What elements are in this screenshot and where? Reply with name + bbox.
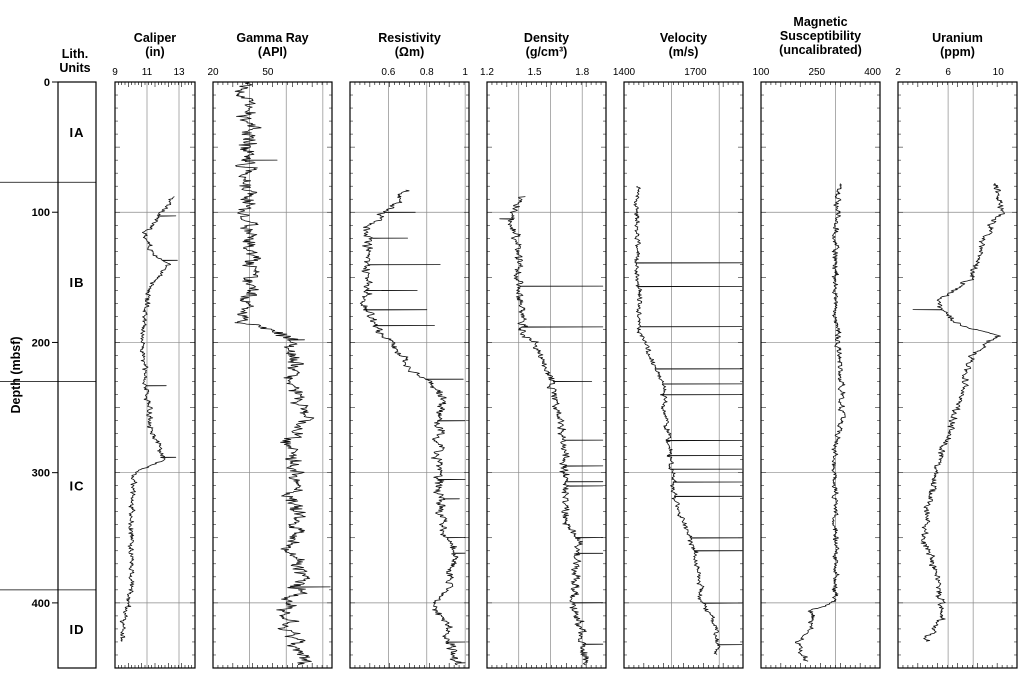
x-tick-label: 1 bbox=[462, 67, 468, 78]
x-tick-label: 50 bbox=[262, 67, 274, 78]
lith-unit-label: IC bbox=[69, 478, 85, 494]
log-curve-velocity bbox=[634, 186, 742, 654]
y-tick-label: 200 bbox=[31, 337, 50, 350]
x-tick-label: 1700 bbox=[684, 67, 707, 78]
curves-layer bbox=[120, 82, 1004, 665]
track-title: (m/s) bbox=[668, 45, 699, 59]
x-tick-label: 1400 bbox=[612, 67, 636, 78]
log-curve-uranium bbox=[913, 184, 1005, 642]
x-tick-label: 6 bbox=[945, 67, 951, 78]
lith-unit-label: IA bbox=[69, 125, 85, 141]
x-tick-label: 10 bbox=[992, 67, 1004, 78]
track-frame bbox=[350, 82, 469, 668]
log-curve-density bbox=[500, 197, 603, 665]
track-frame bbox=[624, 82, 743, 668]
log-curve-resistivity bbox=[360, 190, 465, 665]
track-title: (ppm) bbox=[940, 45, 975, 59]
track-title: (Ωm) bbox=[394, 45, 425, 59]
track-title: Susceptibility bbox=[779, 29, 862, 43]
lith-units-frame bbox=[58, 82, 96, 668]
track-frame bbox=[213, 82, 332, 668]
x-tick-label: 100 bbox=[752, 67, 770, 78]
lith-units-title: Lith. bbox=[61, 47, 89, 61]
x-tick-label: 0.6 bbox=[381, 67, 396, 78]
x-tick-label: 1.8 bbox=[575, 67, 590, 78]
track-frame bbox=[115, 82, 195, 668]
track-title: (API) bbox=[257, 45, 288, 59]
y-tick-label: 400 bbox=[31, 597, 50, 610]
lith-units-title-line2: Units bbox=[59, 61, 91, 75]
y-tick-label: 300 bbox=[31, 467, 50, 480]
track-title: (in) bbox=[145, 45, 165, 59]
track-title: Density bbox=[523, 31, 570, 45]
x-tick-label: 250 bbox=[808, 67, 826, 78]
lith-unit-label: ID bbox=[69, 621, 85, 637]
frames-layer bbox=[0, 82, 1017, 668]
track-title: (g/cm³) bbox=[525, 45, 568, 59]
track-title: Magnetic bbox=[793, 15, 848, 29]
x-tick-label: 13 bbox=[173, 67, 185, 78]
x-tick-label: 20 bbox=[207, 67, 219, 78]
track-frame bbox=[761, 82, 880, 668]
log-curve-magnetic-susceptibility bbox=[795, 184, 845, 662]
lith-unit-label: IB bbox=[69, 274, 85, 290]
x-tick-label: 2 bbox=[895, 67, 901, 78]
y-tick-label: 100 bbox=[31, 207, 50, 220]
text-layer bbox=[9, 15, 1004, 637]
track-title: Uranium bbox=[932, 31, 983, 45]
x-tick-label: 400 bbox=[864, 67, 881, 78]
track-title: Caliper bbox=[133, 31, 177, 45]
x-tick-label: 9 bbox=[112, 67, 118, 78]
track-frame bbox=[487, 82, 606, 668]
track-title: Gamma Ray bbox=[236, 31, 309, 45]
x-tick-label: 1.2 bbox=[480, 67, 494, 78]
y-axis-label: Depth (mbsf) bbox=[9, 336, 23, 414]
x-tick-label: 1.5 bbox=[527, 67, 542, 78]
x-tick-label: 11 bbox=[141, 67, 153, 78]
track-frame bbox=[898, 82, 1017, 668]
y-tick-label: 0 bbox=[43, 77, 50, 89]
track-title: Velocity bbox=[659, 31, 708, 45]
track-title: (uncalibrated) bbox=[779, 43, 862, 57]
track-title: Resistivity bbox=[378, 31, 441, 45]
log-curve-caliper bbox=[120, 197, 177, 642]
x-tick-label: 0.8 bbox=[419, 67, 434, 78]
